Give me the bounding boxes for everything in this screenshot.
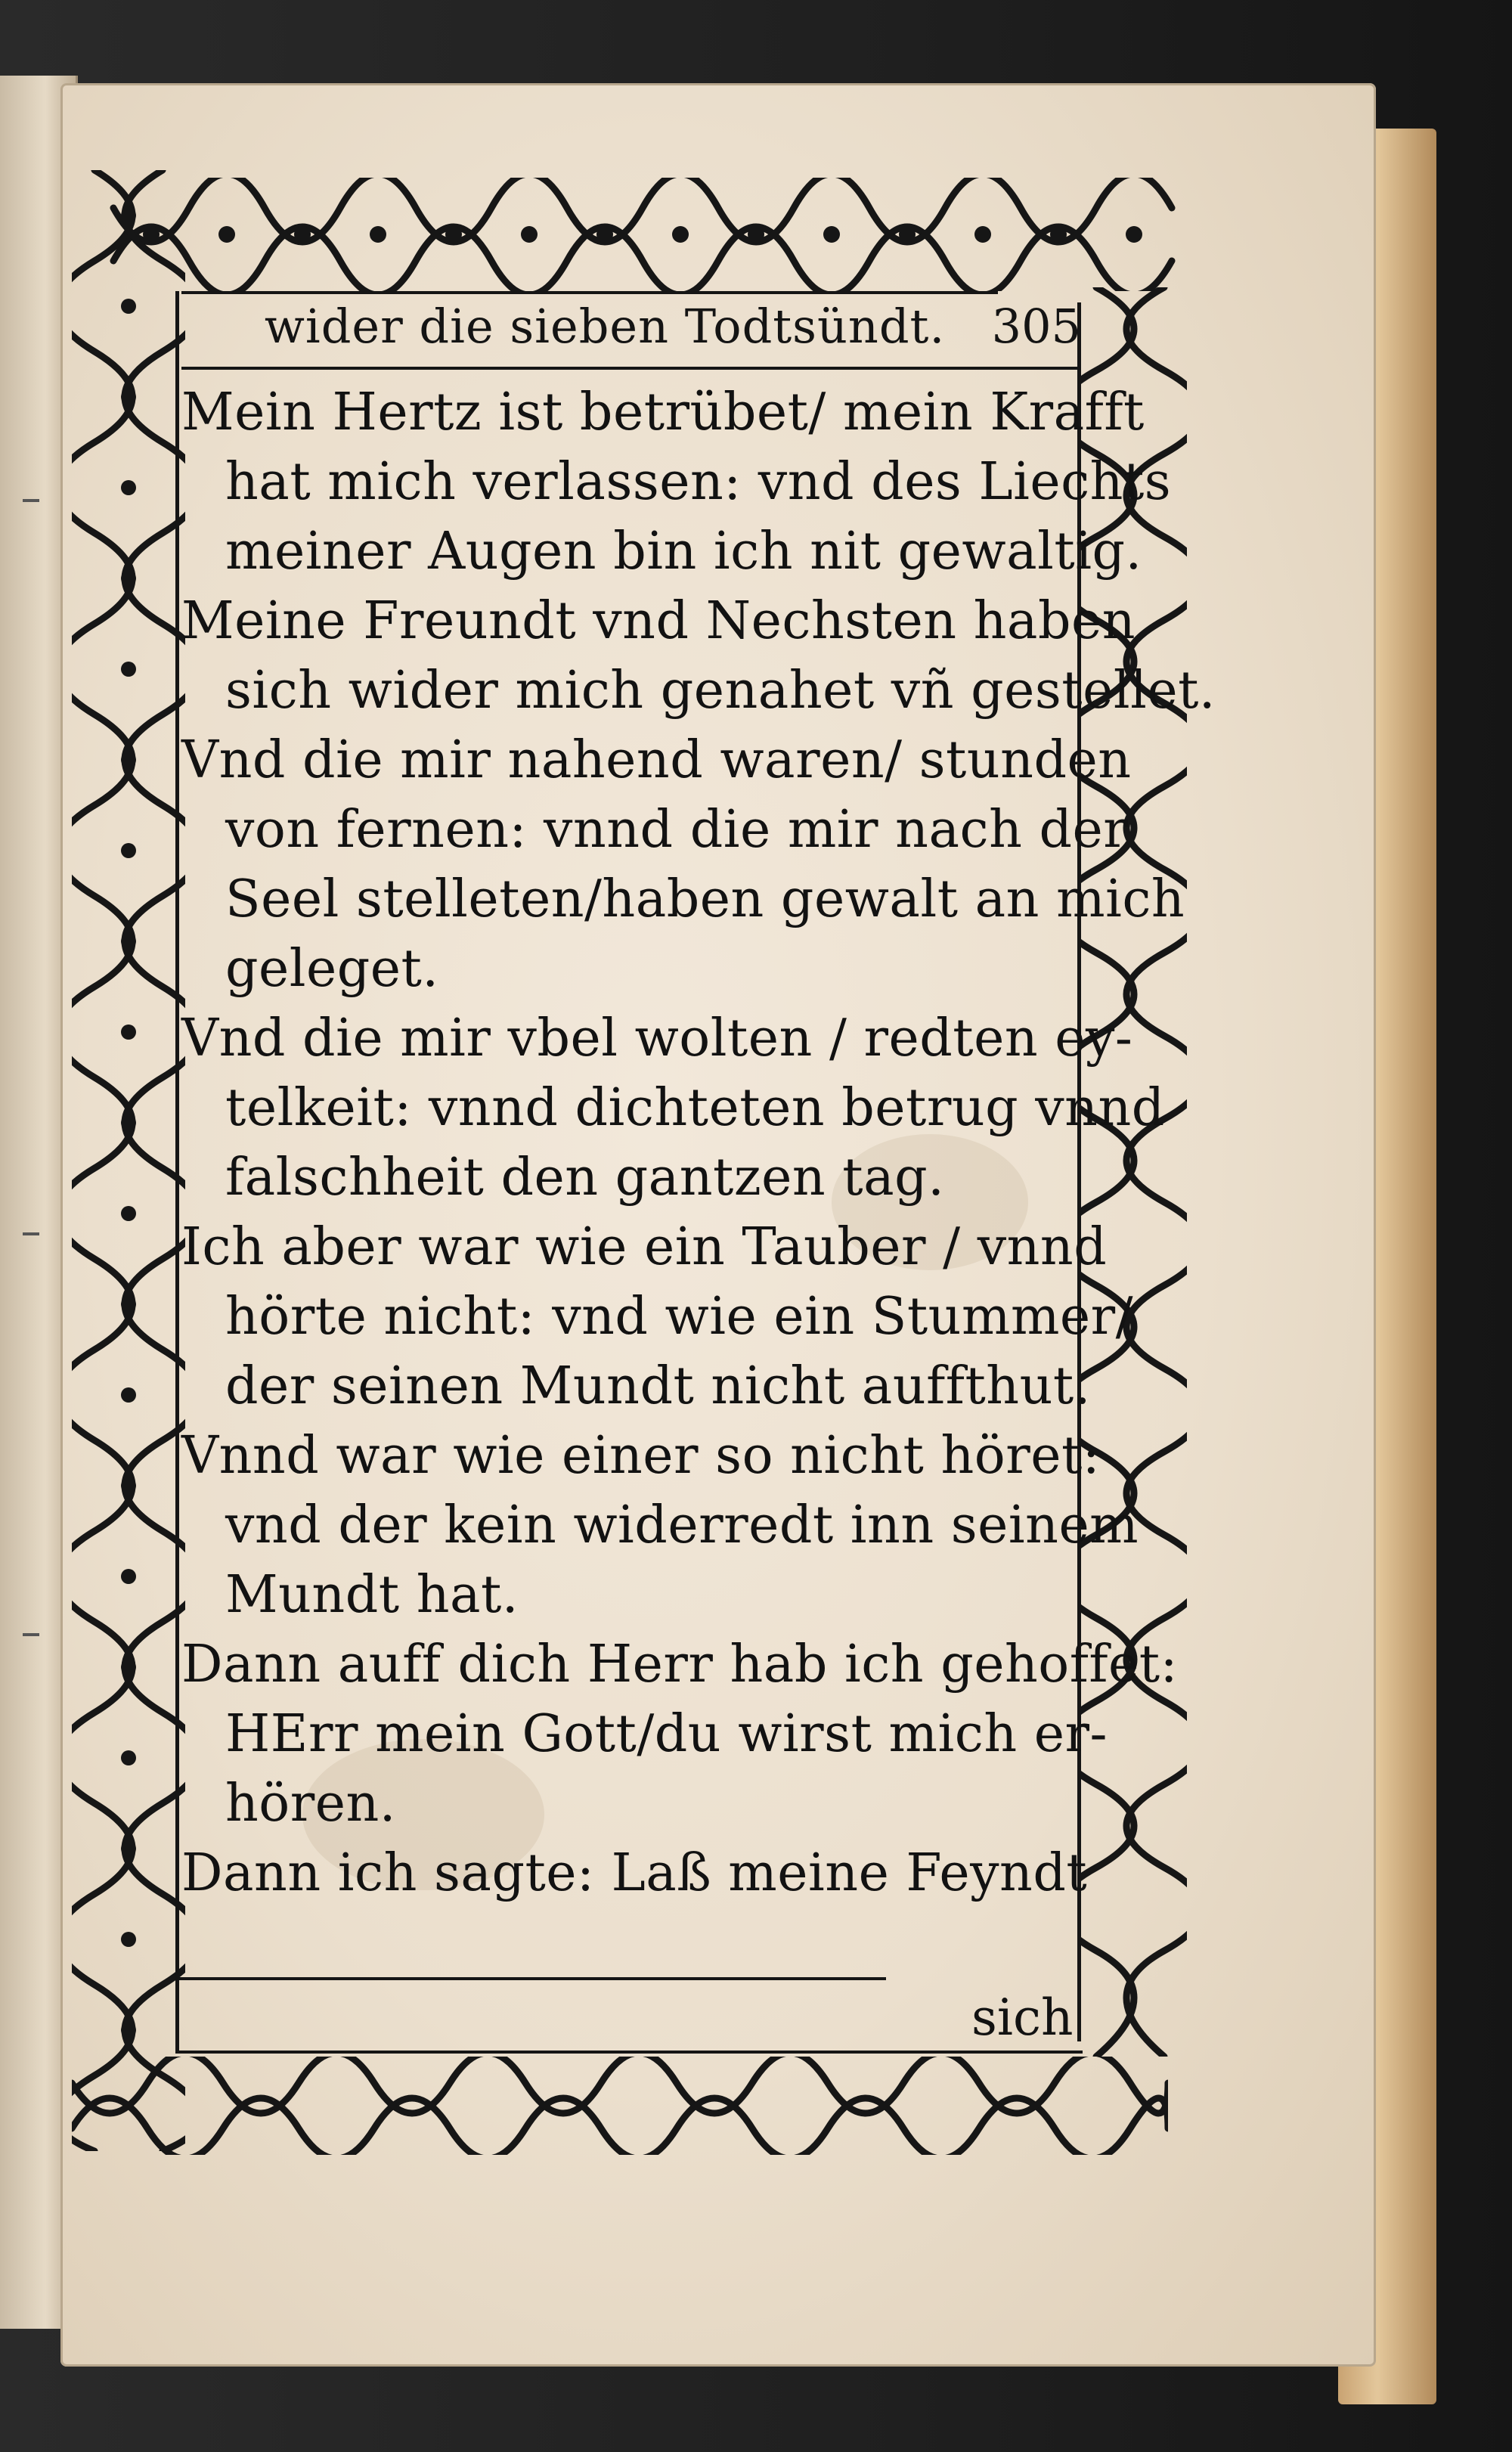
running-title: wider die sieben Todtsündt. xyxy=(264,299,946,354)
text-line: Vnnd war wie einer so nicht höret: xyxy=(181,1426,1101,1486)
text-line: Dann auff dich Herr hab ich gehoffet: xyxy=(181,1635,1179,1694)
text-line: falschheit den gantzen tag. xyxy=(225,1148,945,1207)
text-line: Ich aber war wie ein Tauber / vnnd xyxy=(181,1217,1108,1277)
body-text xyxy=(181,378,1216,1908)
frame-left-rule xyxy=(175,291,179,2053)
frame-bottom-rule xyxy=(175,2051,1083,2054)
header-rule xyxy=(181,291,998,294)
text-line: Dann ich sagte: Laß meine Feyndt xyxy=(181,1843,1088,1903)
footer-rule xyxy=(175,1977,886,1980)
ornament-border-bottom xyxy=(72,2057,1168,2155)
text-line: vnd der kein widerredt inn seinem xyxy=(225,1496,1139,1555)
catchword: sich xyxy=(971,1989,1074,2047)
header-underline xyxy=(181,367,1081,370)
text-line: Seel stelleten/haben gewalt an mich xyxy=(225,870,1185,929)
text-line: Meine Freundt vnd Nechsten haben xyxy=(181,591,1136,651)
text-line: meiner Augen bin ich nit gewaltig. xyxy=(225,522,1142,581)
text-line: von fernen: vnnd die mir nach der xyxy=(225,800,1129,860)
text-line: HErr mein Gott/du wirst mich er- xyxy=(225,1704,1108,1764)
text-line: Vnd die mir nahend waren/ stunden xyxy=(181,730,1132,790)
running-head xyxy=(227,299,1081,359)
text-line: sich wider mich genahet vñ gestellet. xyxy=(225,661,1216,721)
text-line: hat mich verlassen: vnd des Liechts xyxy=(225,452,1172,512)
text-line: Vnd die mir vbel wolten / redten ey- xyxy=(181,1009,1133,1068)
ornament-border-left xyxy=(72,170,185,2151)
text-line: Mein Hertz ist betrübet/ mein Krafft xyxy=(181,383,1145,442)
text-line: geleget. xyxy=(225,939,439,999)
text-line: telkeit: vnnd dichteten betrug vnnd xyxy=(225,1078,1165,1138)
ornament-border-top xyxy=(106,178,1176,291)
text-line: der seinen Mundt nicht auffthut. xyxy=(225,1356,1091,1416)
text-line: hören. xyxy=(225,1774,396,1834)
text-line: hörte nicht: vnd wie ein Stummer/ xyxy=(225,1287,1134,1347)
page-number: 305 xyxy=(991,299,1081,354)
text-line: Mundt hat. xyxy=(225,1565,519,1625)
